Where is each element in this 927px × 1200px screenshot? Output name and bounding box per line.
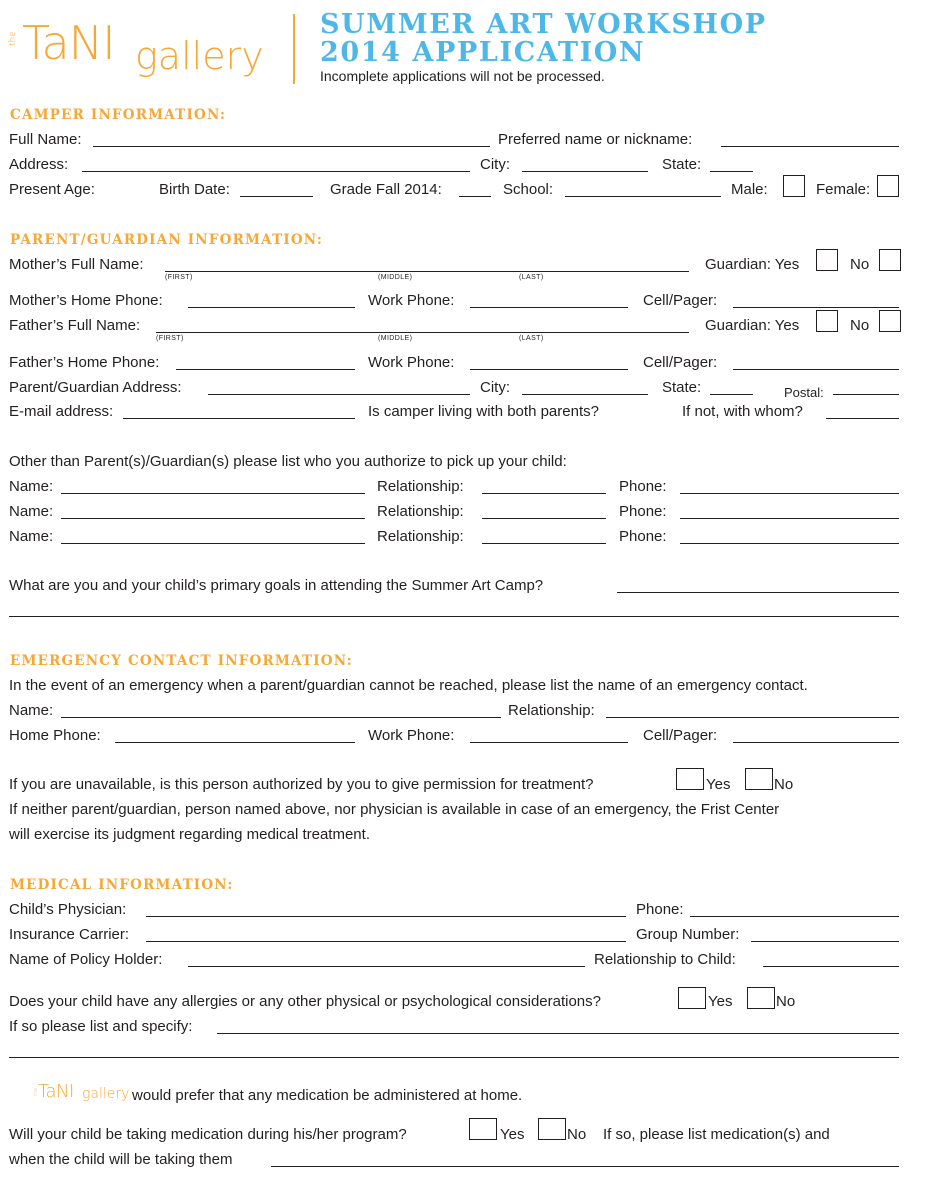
mother-first-caption: (FIRST): [165, 274, 193, 281]
pickup-relationship-field-1[interactable]: [482, 493, 606, 494]
mother-home-phone-label: Mother’s Home Phone:: [9, 292, 163, 309]
if-not-field[interactable]: [826, 418, 899, 419]
physician-phone-field[interactable]: [690, 916, 899, 917]
group-number-field[interactable]: [751, 941, 899, 942]
birth-date-label: Birth Date:: [159, 181, 230, 198]
mother-guardian-yes-checkbox[interactable]: [816, 249, 838, 271]
pickup-name-field-2[interactable]: [61, 518, 365, 519]
insurance-field[interactable]: [146, 941, 626, 942]
city-field[interactable]: [522, 171, 648, 172]
physician-field[interactable]: [146, 916, 626, 917]
address-field[interactable]: [82, 171, 470, 172]
city-label: City:: [480, 156, 510, 173]
father-work-phone-field[interactable]: [470, 369, 628, 370]
treatment-question: If you are unavailable, is this person authorized by you to give permission for treatment?: [9, 776, 594, 793]
father-first-caption: (FIRST): [156, 335, 184, 342]
father-guardian-no-label: No: [850, 317, 870, 334]
pg-state-field[interactable]: [710, 394, 753, 395]
emergency-section-heading: EMERGENCY CONTACT INFORMATION:: [10, 653, 353, 669]
medication-when-label: when the child will be taking them: [9, 1151, 233, 1168]
pickup-relationship-label-3: Relationship:: [377, 528, 464, 545]
male-checkbox[interactable]: [783, 175, 805, 197]
allergies-yes-checkbox[interactable]: [678, 987, 706, 1009]
page-subtitle: Incomplete applications will not be processed.: [320, 68, 605, 84]
pg-postal-label: Postal:: [784, 385, 824, 400]
female-checkbox[interactable]: [877, 175, 899, 197]
full-name-field[interactable]: [93, 146, 490, 147]
state-field[interactable]: [710, 171, 753, 172]
pickup-phone-field-3[interactable]: [680, 543, 899, 544]
medication-yes-label: Yes: [500, 1126, 525, 1143]
pickup-phone-label-1: Phone:: [619, 478, 667, 495]
female-label: Female:: [816, 181, 871, 198]
email-label: E-mail address:: [9, 403, 114, 420]
logo-main-text: TaNI: [22, 16, 115, 70]
father-cell-label: Cell/Pager:: [643, 354, 718, 371]
relationship-to-child-label: Relationship to Child:: [594, 951, 736, 968]
page-title-line1: SUMMER ART WORKSHOP: [320, 9, 767, 40]
father-cell-field[interactable]: [733, 369, 899, 370]
emergency-home-phone-field[interactable]: [115, 742, 355, 743]
emergency-home-phone-label: Home Phone:: [9, 727, 101, 744]
insurance-label: Insurance Carrier:: [9, 926, 130, 943]
page-title-line2: 2014 APPLICATION: [320, 37, 646, 68]
treatment-no-label: No: [774, 776, 794, 793]
medication-no-label: No: [567, 1126, 587, 1143]
mother-cell-label: Cell/Pager:: [643, 292, 718, 309]
treatment-no-checkbox[interactable]: [745, 768, 773, 790]
mother-work-phone-label: Work Phone:: [368, 292, 455, 309]
mother-home-phone-field[interactable]: [188, 307, 355, 308]
allergies-no-checkbox[interactable]: [747, 987, 775, 1009]
father-last-caption: (LAST): [519, 335, 544, 342]
emergency-name-label: Name:: [9, 702, 54, 719]
medication-no-checkbox[interactable]: [538, 1118, 566, 1140]
address-label: Address:: [9, 156, 69, 173]
father-name-label: Father’s Full Name:: [9, 317, 141, 334]
emergency-cell-field[interactable]: [733, 742, 899, 743]
mother-guardian-label: Guardian: Yes: [705, 256, 800, 273]
treatment-yes-label: Yes: [706, 776, 731, 793]
logo-divider: [293, 14, 295, 84]
treatment-yes-checkbox[interactable]: [676, 768, 704, 790]
age-label: Present Age:: [9, 181, 95, 198]
pickup-phone-label-2: Phone:: [619, 503, 667, 520]
relationship-to-child-field[interactable]: [763, 966, 899, 967]
pickup-name-label-1: Name:: [9, 478, 54, 495]
pickup-intro: Other than Parent(s)/Guardian(s) please list who you authorize to pick up your child:: [9, 453, 567, 470]
pg-city-label: City:: [480, 379, 510, 396]
nickname-field[interactable]: [721, 146, 899, 147]
specify-field-2[interactable]: [9, 1057, 899, 1058]
if-not-label: If not, with whom?: [682, 403, 803, 420]
male-label: Male:: [731, 181, 768, 198]
group-number-label: Group Number:: [636, 926, 740, 943]
goals-question: What are you and your child’s primary goals in attending the Summer Art Camp?: [9, 577, 544, 594]
pickup-name-field-1[interactable]: [61, 493, 365, 494]
father-home-phone-label: Father’s Home Phone:: [9, 354, 160, 371]
pg-address-field[interactable]: [208, 394, 470, 395]
logo-gallery-text: gallery: [135, 34, 264, 78]
emergency-work-phone-field[interactable]: [470, 742, 628, 743]
email-field[interactable]: [123, 418, 355, 419]
logo-the-text: the: [8, 31, 18, 46]
policy-line-2: will exercise its judgment regarding medical treatment.: [9, 826, 370, 843]
pickup-name-field-3[interactable]: [61, 543, 365, 544]
mother-middle-caption: (MIDDLE): [378, 274, 413, 281]
emergency-work-phone-label: Work Phone:: [368, 727, 455, 744]
physician-label: Child’s Physician:: [9, 901, 127, 918]
pickup-name-label-2: Name:: [9, 503, 54, 520]
specify-field-1[interactable]: [217, 1033, 899, 1034]
policy-line-1: If neither parent/guardian, person named above, nor physician is available in case of an emergency, the Frist Center: [9, 801, 780, 818]
father-guardian-yes-checkbox[interactable]: [816, 310, 838, 332]
medical-section-heading: MEDICAL INFORMATION:: [10, 877, 234, 893]
medication-preference-note: would prefer that any medication be administered at home.: [132, 1087, 523, 1104]
pg-address-label: Parent/Guardian Address:: [9, 379, 182, 396]
grade-field[interactable]: [459, 196, 491, 197]
father-name-field[interactable]: [156, 332, 689, 333]
pickup-name-label-3: Name:: [9, 528, 54, 545]
small-logo-gallery-text: gallery: [82, 1086, 130, 1102]
pg-city-field[interactable]: [522, 394, 648, 395]
nickname-label: Preferred name or nickname:: [498, 131, 693, 148]
father-work-phone-label: Work Phone:: [368, 354, 455, 371]
father-home-phone-field[interactable]: [176, 369, 355, 370]
camper-section-heading: CAMPER INFORMATION:: [10, 107, 227, 123]
goals-field-1[interactable]: [617, 592, 899, 593]
emergency-relationship-field[interactable]: [606, 717, 899, 718]
full-name-label: Full Name:: [9, 131, 82, 148]
pg-state-label: State:: [662, 379, 702, 396]
school-field[interactable]: [565, 196, 721, 197]
father-guardian-no-checkbox[interactable]: [879, 310, 901, 332]
mother-guardian-no-checkbox[interactable]: [879, 249, 901, 271]
pickup-relationship-label-1: Relationship:: [377, 478, 464, 495]
specify-label: If so please list and specify:: [9, 1018, 193, 1035]
pickup-phone-label-3: Phone:: [619, 528, 667, 545]
emergency-cell-label: Cell/Pager:: [643, 727, 718, 744]
father-guardian-label: Guardian: Yes: [705, 317, 800, 334]
mother-name-label: Mother’s Full Name:: [9, 256, 144, 273]
mother-name-field[interactable]: [165, 271, 689, 272]
state-label: State:: [662, 156, 702, 173]
emergency-relationship-label: Relationship:: [508, 702, 595, 719]
pickup-phone-field-2[interactable]: [680, 518, 899, 519]
medication-when-field[interactable]: [271, 1166, 899, 1167]
policy-holder-label: Name of Policy Holder:: [9, 951, 163, 968]
school-label: School:: [503, 181, 554, 198]
pickup-relationship-field-2[interactable]: [482, 518, 606, 519]
medication-question: Will your child be taking medication during his/her program?: [9, 1126, 407, 1143]
medication-yes-checkbox[interactable]: [469, 1118, 497, 1140]
emergency-intro: In the event of an emergency when a parent/guardian cannot be reached, please list the name of an emergency contact.: [9, 677, 808, 694]
goals-field-2[interactable]: [9, 616, 899, 617]
mother-cell-field[interactable]: [733, 307, 899, 308]
pickup-phone-field-1[interactable]: [680, 493, 899, 494]
policy-holder-field[interactable]: [188, 966, 585, 967]
physician-phone-label: Phone:: [636, 901, 684, 918]
grade-label: Grade Fall 2014:: [330, 181, 442, 198]
allergies-no-label: No: [776, 993, 796, 1010]
allergies-question: Does your child have any allergies or any other physical or psychological considerations?: [9, 993, 601, 1010]
pg-postal-field[interactable]: [833, 394, 899, 395]
small-logo-main-text: TaNI: [38, 1081, 74, 1102]
small-logo-the-text: the: [33, 1087, 39, 1096]
living-question: Is camper living with both parents?: [368, 403, 599, 420]
allergies-yes-label: Yes: [708, 993, 733, 1010]
medication-list-instruction: If so, please list medication(s) and: [603, 1126, 830, 1143]
parent-section-heading: PARENT/GUARDIAN INFORMATION:: [10, 232, 324, 248]
mother-work-phone-field[interactable]: [470, 307, 628, 308]
birth-date-field[interactable]: [240, 196, 313, 197]
pickup-relationship-field-3[interactable]: [482, 543, 606, 544]
mother-last-caption: (LAST): [519, 274, 544, 281]
emergency-name-field[interactable]: [61, 717, 501, 718]
pickup-relationship-label-2: Relationship:: [377, 503, 464, 520]
mother-guardian-no-label: No: [850, 256, 870, 273]
father-middle-caption: (MIDDLE): [378, 335, 413, 342]
